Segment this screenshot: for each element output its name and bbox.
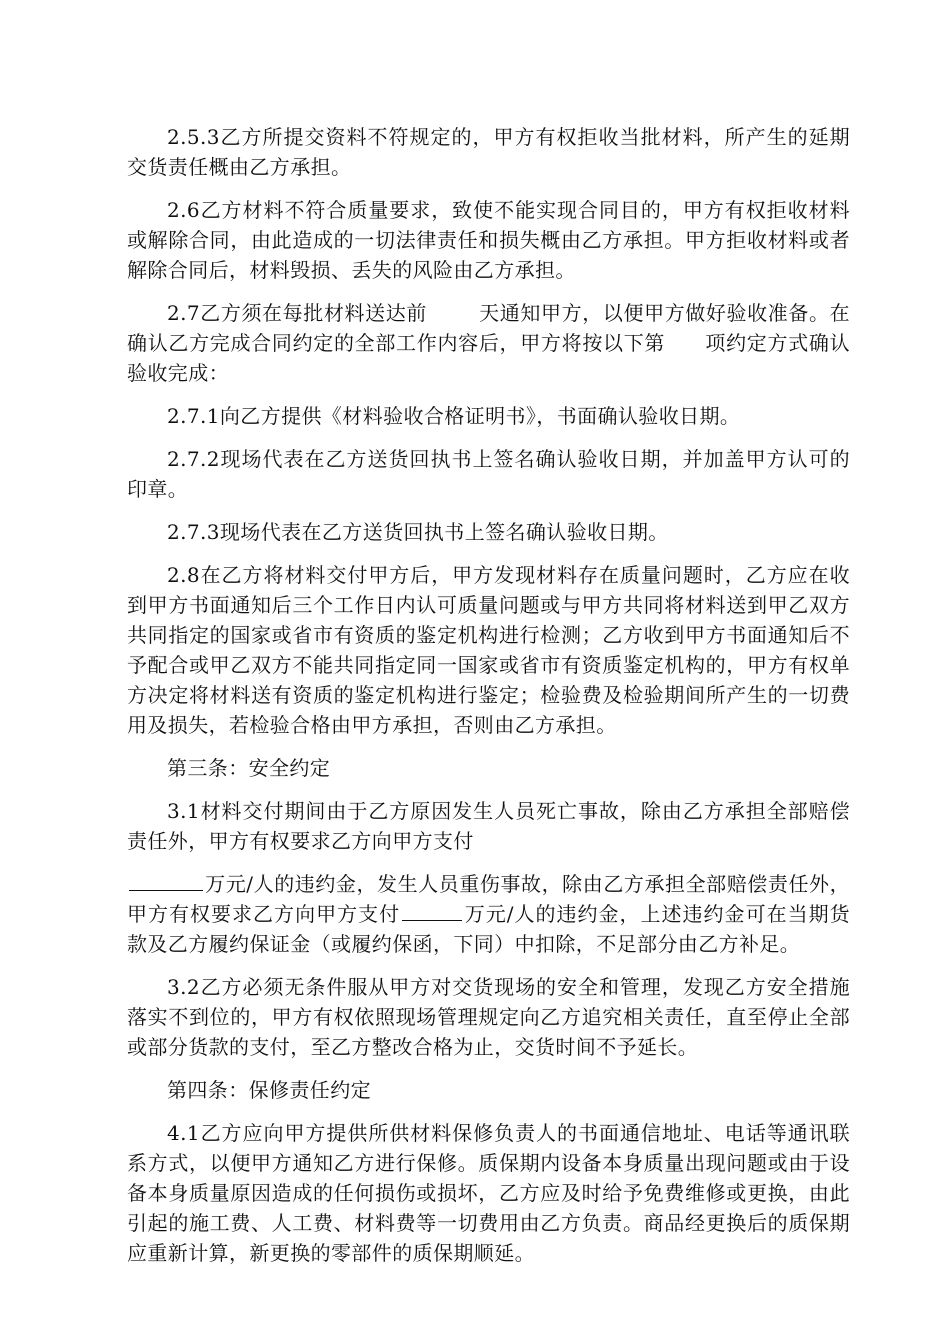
clause-2-7-part-c: 项约定方式确认验收完成： [127,331,850,385]
clause-3-1-cont-part-a: 万元/人的违约金，发生人员重伤事故，除由乙方承担全部赔偿责任外，甲方有权要求乙方向甲方支付 [127,872,850,926]
clause-2-7-part-b: 天通知甲方，以便甲方做好验收准备。在确认乙方完成合同约定的全部工作内容后，甲方将按以下第 [127,301,850,355]
clause-4-1: 4.1乙方应向甲方提供所供材料保修负责人的书面通信地址、电话等通讯联系方式，以便甲方通知乙方进行保修。质保期内设备本身质量出现问题或由于设备本身质量原因造成的任何损伤或损坏，乙方应及时给予免费维修或更换，由此引起的施工费、人工费、材料费等一切费用由乙方负责。商品经更换后的质保期应重新计算，新更换的零部件的质保期顺延。 [127,1121,850,1265]
clause-2-7-2: 2.7.2现场代表在乙方送货回执书上签名确认验收日期，并加盖甲方认可的印章。 [127,447,850,501]
clause-3-1-cont-part-b: 万元/人的违约金，上述违约金可在当期货款及乙方履约保证金（或履约保函，下同）中扣除，不足部分由乙方补足。 [127,902,850,956]
blank-injury-penalty-amount [402,919,462,921]
clause-2-7-1: 2.7.1向乙方提供《材料验收合格证明书》，书面确认验收日期。 [167,404,741,428]
article-4-heading: 第四条：保修责任约定 [167,1078,371,1102]
clause-2-7-part-a: 2.7乙方须在每批材料送达前 [167,301,427,325]
clause-2-6: 2.6乙方材料不符合质量要求，致使不能实现合同目的，甲方有权拒收材料或解除合同，由此造成的一切法律责任和损失概由乙方承担。甲方拒收材料或者解除合同后，材料毁损、丢失的风险由乙方承担。 [127,198,850,282]
clause-3-2: 3.2乙方必须无条件服从甲方对交货现场的安全和管理，发现乙方安全措施落实不到位的，甲方有权依照现场管理规定向乙方追究相关责任，直至停止全部或部分货款的支付，至乙方整改合格为止，交货时间不予延长。 [127,975,850,1059]
clause-2-7 [127,298,850,388]
document-body [127,122,850,1281]
clause-2-7-3: 2.7.3现场代表在乙方送货回执书上签名确认验收日期。 [167,520,669,544]
clause-3-1: 3.1材料交付期间由于乙方原因发生人员死亡事故，除由乙方承担全部赔偿责任外，甲方有权要求乙方向甲方支付 [127,799,850,853]
article-3-heading: 第三条：安全约定 [167,756,331,780]
blank-death-penalty-amount [129,889,203,891]
clause-3-1-continued [127,869,850,959]
clause-2-5-3: 2.5.3乙方所提交资料不符规定的，甲方有权拒收当批材料，所产生的延期交货责任概由乙方承担。 [127,125,850,179]
clause-2-8: 2.8在乙方将材料交付甲方后，甲方发现材料存在质量问题时，乙方应在收到甲方书面通知后三个工作日内认可质量问题或与甲方共同将材料送到甲乙双方共同指定的国家或省市有资质的鉴定机构进行检测；乙方收到甲方书面通知后不予配合或甲乙双方不能共同指定同一国家或省市有资质鉴定机构的，甲方有权单方决定将材料送有资质的鉴定机构进行鉴定；检验费及检验期间所产生的一切费用及损失，若检验合格由甲方承担，否则由乙方承担。 [127,563,850,737]
